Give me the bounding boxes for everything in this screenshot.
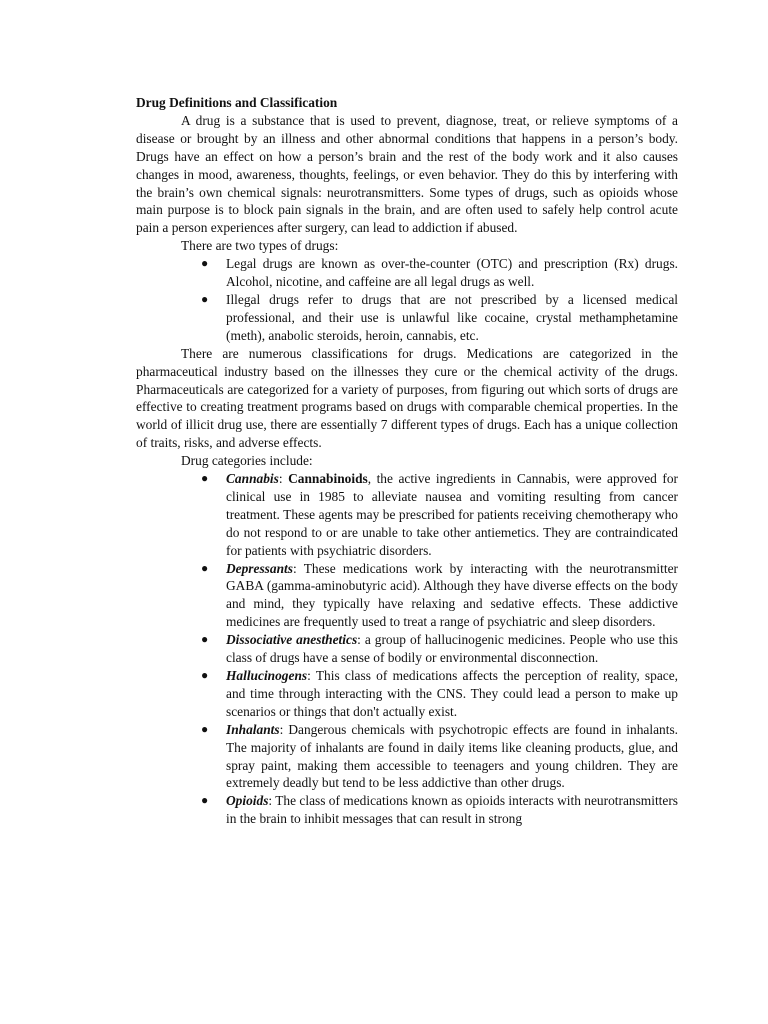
category-separator: :	[357, 632, 365, 648]
category-term: Cannabis	[226, 471, 279, 487]
bullet-icon: ●	[201, 793, 209, 808]
bullet-icon: ●	[201, 721, 209, 736]
list-item	[201, 470, 678, 560]
category-separator: :	[292, 560, 304, 576]
category-bold-term: Cannabinoids	[288, 471, 368, 487]
category-term: Hallucinogens	[226, 668, 308, 683]
category-separator: :	[268, 793, 276, 809]
category-term: Inhalants	[226, 721, 280, 737]
list-item	[201, 792, 678, 828]
category-separator: :	[278, 471, 289, 487]
category-text: This class of medications affects the perception of reality, space, and time through interacting with the CNS. They could lead a person to make up scenarios or things that don't actually exist.	[226, 668, 678, 719]
list-item	[201, 721, 679, 793]
list-item	[201, 560, 678, 632]
bullet-icon: ●	[201, 291, 209, 306]
categories-lead: Drug categories include:	[181, 453, 313, 469]
category-text: , the active ingredients in Cannabis, were approved for clinical use in 1985 to alleviate nausea and vomiting resulting from cancer treatment. These agents may be prescribed for patients receiving chemotherapy who do not respond to or are unable to take other antiemetics. They are contraindicated for patients with psychiatric disorders.	[226, 471, 678, 558]
bullet-icon: ●	[201, 471, 209, 486]
category-term: Opioids	[226, 793, 269, 809]
category-term: Dissociative anesthetics	[226, 632, 358, 648]
list-item-text: Illegal drugs refer to drugs that are not prescribed by a licensed medical professional, and their use is unlawful like cocaine, crystal methamphetamine (meth), anabolic steroids, heroin, cannabis, etc.	[226, 291, 678, 343]
drug-types-list	[136, 255, 678, 345]
drug-categories-list	[136, 470, 678, 828]
bullet-icon: ●	[201, 668, 209, 682]
category-text: Dangerous chemicals with psychotropic effects are found in inhalants. The majority of inhalants are found in daily items like cleaning products, glue, and spray paint, making them accessible to teenagers and young children. They are extremely deadly but tend to be less addictive than other drugs.	[226, 721, 679, 791]
category-text: The class of medications known as opioids interacts with neurotransmitters in the brain to inhibit messages that can result in strong	[226, 793, 678, 827]
category-separator: :	[279, 721, 289, 737]
category-term: Depressants	[226, 560, 293, 576]
list-item	[201, 255, 678, 291]
classification-paragraph: There are numerous classifications for drugs. Medications are categorized in the pharmaceutical industry based on the illnesses they cure or the chemical activity of the drugs. Pharmaceuticals are categorized for a variety of purposes, from figuring out which sorts of drugs are effective to creating treatment programs based on drugs with comparable chemical properties. In the world of illicit drug use, there are essentially 7 different types of drugs. Each has a unique collection of traits, risks, and adverse effects.	[136, 345, 678, 451]
bullet-icon: ●	[201, 256, 209, 271]
list-item	[201, 631, 678, 667]
category-text: a group of hallucinogenic medicines. People who use this class of drugs have a sense of bodily or environmental disconnection.	[226, 632, 678, 666]
document-title: Drug Definitions and Classification	[136, 95, 338, 110]
list-item-text: Legal drugs are known as over-the-counter (OTC) and prescription (Rx) drugs. Alcohol, nicotine, and caffeine are all legal drugs as well.	[226, 256, 678, 290]
document-page	[136, 94, 678, 828]
list-item	[201, 291, 678, 345]
bullet-icon: ●	[201, 560, 209, 575]
category-text: These medications work by interacting with the neurotransmitter GABA (gamma-aminobutyric acid). Although they have diverse effects on the body and mind, they typically have relaxing and sedative effects. These addictive medicines are frequently used to treat a range of psychiatric and sleep disorders.	[226, 560, 678, 630]
drug-types-lead: There are two types of drugs:	[181, 238, 339, 254]
category-separator: :	[307, 668, 316, 683]
bullet-icon: ●	[201, 632, 209, 647]
list-item	[201, 667, 678, 721]
intro-paragraph: A drug is a substance that is used to prevent, diagnose, treat, or relieve symptoms of a disease or brought by an illness and other abnormal conditions that happens in a person’s body. Drugs have an effect on how a person’s brain and the rest of the body work and it also causes changes in mood, awareness, thoughts, feelings, or even behavior. They do this by interfering with the brain’s own chemical signals: neurotransmitters. Some types of drugs, such as opioids whose main purpose is to block pain signals in the brain, and are often used to safely help control acute pain a person experiences after surgery, can lead to addiction if abused.	[136, 112, 678, 236]
